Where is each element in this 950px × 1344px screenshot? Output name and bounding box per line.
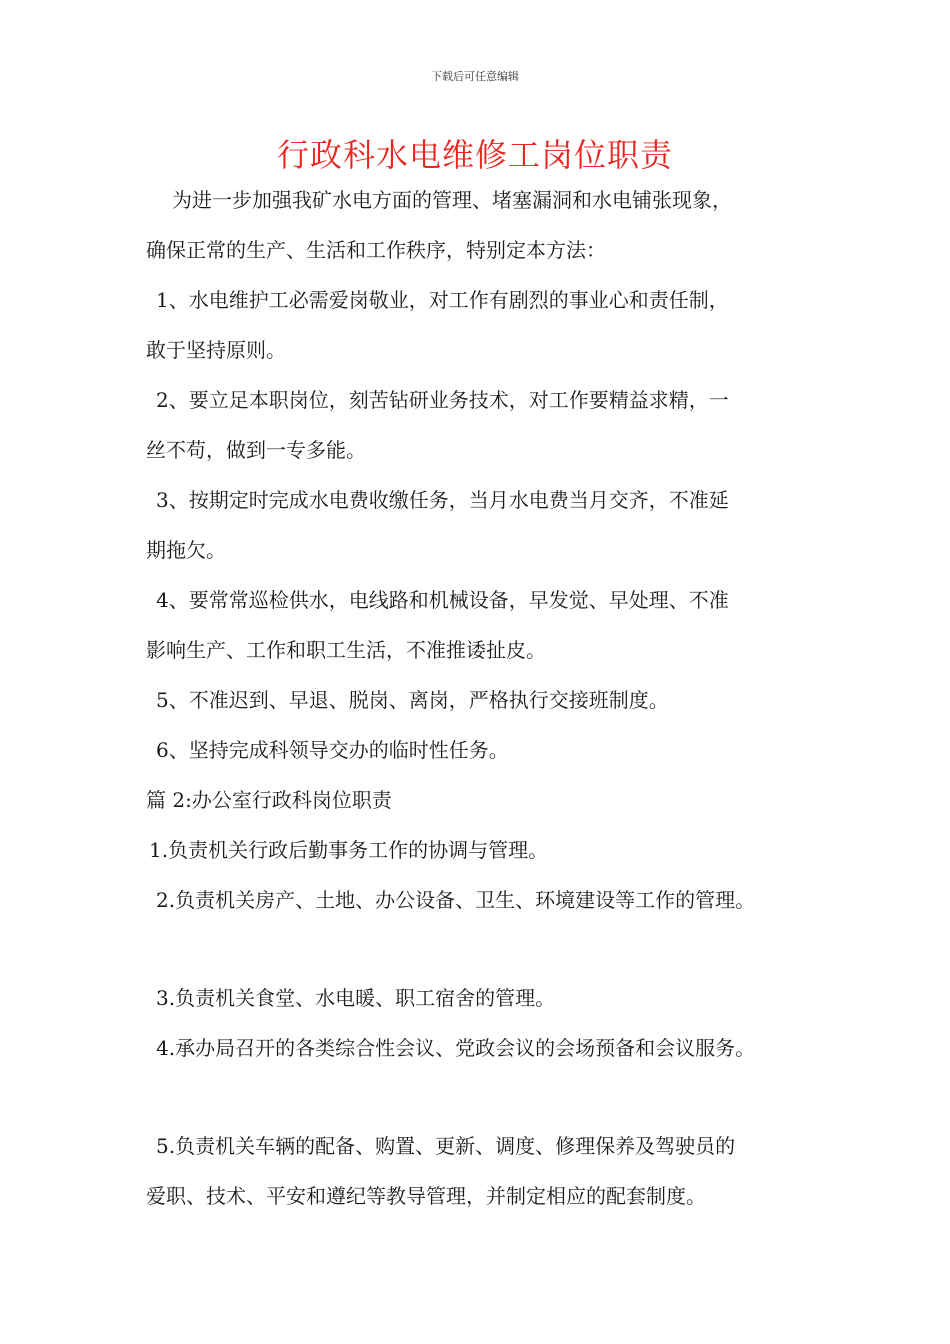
paragraph-line: 5、不准迟到、早退、脱岗、离岗，严格执行交接班制度。: [156, 688, 669, 712]
paragraph-line: 4、要常常巡检供水，电线路和机械设备，早发觉、早处理、不准: [156, 588, 729, 612]
paragraph-line: 3、按期定时完成水电费收缴任务，当月水电费当月交齐，不准延: [156, 488, 729, 512]
page-header-note: 下载后可任意编辑: [431, 70, 519, 83]
document-title: 行政科水电维修工岗位职责: [276, 136, 673, 174]
paragraph-line: 1.负责机关行政后勤事务工作的协调与管理。: [149, 838, 549, 862]
paragraph-line: 3.负责机关食堂、水电暖、职工宿舍的管理。: [156, 986, 556, 1010]
paragraph-line: 敢于坚持原则。: [146, 338, 286, 362]
paragraph-line: 为进一步加强我矿水电方面的管理、堵塞漏洞和水电铺张现象，: [172, 188, 732, 212]
paragraph-line: 2.负责机关房产、土地、办公设备、卫生、环境建设等工作的管理。: [156, 888, 756, 912]
paragraph-line: 影响生产、工作和职工生活，不准推诿扯皮。: [146, 638, 546, 662]
paragraph-line: 期拖欠。: [146, 538, 226, 562]
paragraph-line: 爱职、技术、平安和遵纪等教导管理，并制定相应的配套制度。: [146, 1184, 706, 1208]
section-heading: 篇 2:办公室行政科岗位职责: [146, 788, 392, 812]
paragraph-line: 2、要立足本职岗位，刻苦钻研业务技术，对工作要精益求精，一: [156, 388, 729, 412]
paragraph-line: 1、水电维护工必需爱岗敬业，对工作有剧烈的事业心和责任制，: [156, 288, 729, 312]
paragraph-line: 6、坚持完成科领导交办的临时性任务。: [156, 738, 509, 762]
paragraph-line: 确保正常的生产、生活和工作秩序，特别定本方法：: [146, 238, 606, 262]
paragraph-line: 丝不苟，做到一专多能。: [146, 438, 366, 462]
paragraph-line: 5.负责机关车辆的配备、购置、更新、调度、修理保养及驾驶员的: [156, 1134, 736, 1158]
paragraph-line: 4.承办局召开的各类综合性会议、党政会议的会场预备和会议服务。: [156, 1036, 756, 1060]
